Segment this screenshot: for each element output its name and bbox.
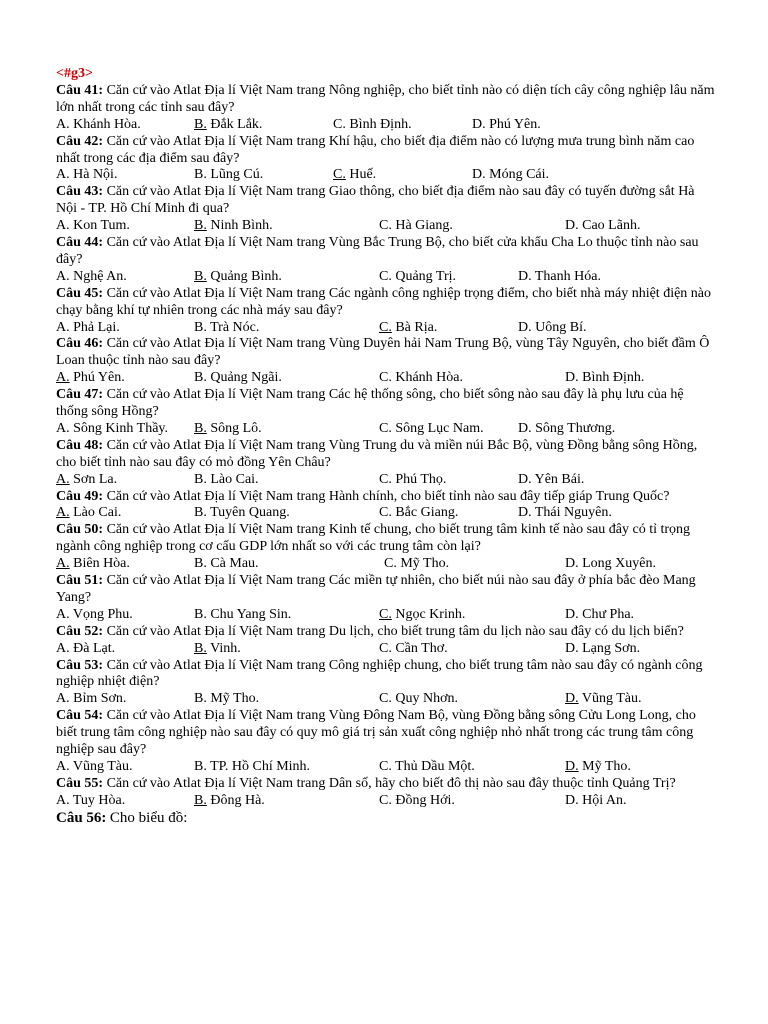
question-label: Câu 46: (56, 336, 104, 352)
answer-options (56, 269, 716, 286)
option-text: Cao Lãnh. (582, 218, 641, 234)
option-letter: D. (518, 505, 532, 521)
option-letter: C. (384, 556, 397, 572)
option-text: Bà Rịa. (395, 319, 438, 335)
answer-options (56, 691, 716, 708)
question-stem (56, 573, 716, 607)
option-b (194, 370, 282, 387)
section-tag: <#g3> (56, 66, 93, 81)
question-42 (56, 134, 716, 185)
option-c (379, 320, 437, 337)
option-c (379, 218, 453, 235)
option-letter: A. (56, 691, 70, 707)
option-c (379, 421, 484, 438)
question-text: Căn cứ vào Atlat Địa lí Việt Nam trang Vùng Đông Nam Bộ, vùng Đồng bằng sông Cửu Long Long, cho biết trung tâm công nghiệp nào sau đây có quy mô giá trị sản xuất công nghiệp nhỏ nhất trong các trung tâm công nghiệp sau đây? (56, 708, 696, 758)
option-b (194, 117, 262, 134)
question-label: Câu 51: (56, 573, 104, 589)
option-b (194, 641, 241, 658)
answer-options (56, 472, 716, 489)
option-d (565, 793, 626, 810)
option-letter: B. (194, 691, 207, 707)
option-letter: D. (518, 471, 532, 487)
option-letter: B. (194, 319, 207, 335)
question-stem (56, 235, 716, 269)
question-47 (56, 387, 716, 438)
option-a (56, 556, 130, 573)
option-text: Hà Nội. (73, 167, 118, 183)
option-text: Nghệ An. (73, 268, 127, 284)
option-letter: B. (194, 505, 207, 521)
option-text: Thái Nguyên. (534, 505, 612, 521)
option-letter: D. (518, 268, 532, 284)
question-45 (56, 286, 716, 337)
answer-options (56, 793, 716, 810)
question-label: Câu 43: (56, 184, 104, 200)
question-text: Căn cứ vào Atlat Địa lí Việt Nam trang Hành chính, cho biết tỉnh nào sau đây tiếp giáp Trung Quốc? (106, 488, 670, 504)
question-41 (56, 83, 716, 134)
option-text: Thủ Dầu Một. (395, 758, 475, 774)
option-a (56, 218, 130, 235)
answer-options (56, 218, 716, 235)
option-letter: A. (56, 218, 70, 234)
question-stem (56, 387, 716, 421)
option-text: Chu Yang Sin. (210, 606, 292, 622)
question-label: Câu 42: (56, 133, 104, 149)
option-text: Vũng Tàu. (72, 758, 133, 774)
option-text: Hà Giang. (395, 218, 453, 234)
answer-options (56, 556, 716, 573)
option-d (565, 370, 644, 387)
answer-options (56, 167, 716, 184)
answer-options (56, 607, 716, 624)
question-49 (56, 489, 716, 523)
question-text: Căn cứ vào Atlat Địa lí Việt Nam trang Dân số, hãy cho biết đô thị nào sau đây thuộc tỉnh Quảng Trị? (106, 775, 676, 791)
question-text: Căn cứ vào Atlat Địa lí Việt Nam trang Vùng Trung du và miền núi Bắc Bộ, vùng Đồng bằng sông Hồng, cho biết tỉnh nào sau đây có mỏ đồng Yên Châu? (56, 437, 698, 470)
option-letter: A. (56, 370, 70, 386)
question-stem (56, 438, 716, 472)
option-c (379, 691, 458, 708)
option-letter: A. (56, 556, 70, 572)
question-54 (56, 708, 716, 776)
answer-options (56, 117, 716, 134)
option-d (565, 759, 631, 776)
option-text: Hội An. (582, 792, 627, 808)
option-c (333, 117, 412, 134)
option-c (379, 269, 456, 286)
option-text: Vọng Phu. (72, 606, 133, 622)
option-letter: B. (194, 167, 207, 183)
question-text: Căn cứ vào Atlat Địa lí Việt Nam trang Kinh tế chung, cho biết trung tâm kinh tế nào sau đây có tỉ trọng ngành công nghiệp trong cơ cấu GDP lớn nhất so với các trung tâm còn lại? (56, 522, 691, 555)
option-a (56, 269, 127, 286)
question-50 (56, 522, 716, 573)
option-c (379, 472, 446, 489)
option-d (472, 117, 541, 134)
question-label: Câu 53: (56, 657, 104, 673)
question-label: Câu 44: (56, 235, 104, 251)
option-b (194, 218, 273, 235)
answer-options (56, 421, 716, 438)
option-d (565, 607, 634, 624)
answer-options (56, 641, 716, 658)
option-text: Vũng Tàu. (581, 691, 642, 707)
question-label: Câu 50: (56, 522, 104, 538)
question-text: Căn cứ vào Atlat Địa lí Việt Nam trang Các ngành công nghiệp trọng điểm, cho biết nhà máy nhiệt điện nào chạy bằng khí tự nhiên trong các nhà máy sau đây? (56, 285, 712, 318)
question-55 (56, 776, 716, 810)
option-text: Đồng Hới. (395, 792, 455, 808)
option-text: Sông Lô. (210, 420, 262, 436)
option-text: Phú Yên. (489, 116, 541, 132)
question-56 (56, 810, 716, 828)
option-letter: C. (379, 268, 392, 284)
option-letter: D. (565, 758, 579, 774)
question-stem (56, 184, 716, 218)
option-text: Mỹ Tho. (210, 691, 260, 707)
option-text: Lào Cai. (210, 471, 259, 487)
question-52 (56, 624, 716, 658)
option-text: Phả Lại. (73, 319, 120, 335)
option-d (518, 472, 584, 489)
option-a (56, 472, 117, 489)
option-text: Thanh Hóa. (534, 268, 601, 284)
option-letter: C. (379, 370, 392, 386)
question-text: Cho biểu đồ: (109, 809, 188, 826)
answer-options (56, 370, 716, 387)
option-letter: A. (56, 758, 70, 774)
option-text: Huế. (349, 167, 377, 183)
option-b (194, 607, 291, 624)
option-text: Mỹ Tho. (582, 758, 631, 774)
option-letter: C. (379, 505, 392, 521)
option-d (518, 421, 615, 438)
option-b (194, 472, 259, 489)
question-label: Câu 45: (56, 285, 104, 301)
question-text: Căn cứ vào Atlat Địa lí Việt Nam trang Giao thông, cho biết địa điểm nào sau đây có tuyến đường sắt Hà Nội - TP. Hồ Chí Minh đi qua? (56, 184, 695, 217)
question-text: Căn cứ vào Atlat Địa lí Việt Nam trang Công nghiệp chung, cho biết trung tâm nào sau đây có ngành công nghiệp nhiệt điện? (56, 657, 703, 690)
option-letter: C. (379, 471, 392, 487)
question-stem (56, 286, 716, 320)
option-letter: B. (194, 792, 207, 808)
option-text: Mỹ Tho. (400, 556, 450, 572)
option-b (194, 793, 265, 810)
option-b (194, 167, 263, 184)
option-text: Cần Thơ. (395, 640, 448, 656)
option-a (56, 793, 125, 810)
option-letter: D. (565, 792, 579, 808)
option-letter: A. (56, 640, 70, 656)
option-a (56, 505, 121, 522)
option-letter: D. (565, 218, 579, 234)
option-c (379, 607, 465, 624)
option-text: Đắk Lắk. (210, 116, 263, 132)
option-text: Phú Thọ. (395, 471, 447, 487)
option-letter: C. (333, 167, 346, 183)
option-b (194, 320, 259, 337)
option-text: Long Xuyên. (582, 556, 657, 572)
option-b (194, 691, 259, 708)
option-d (518, 269, 601, 286)
option-text: Lào Cai. (73, 505, 122, 521)
option-a (56, 607, 133, 624)
option-letter: B. (194, 556, 207, 572)
question-label: Câu 47: (56, 387, 104, 403)
option-c (379, 641, 448, 658)
option-letter: B. (194, 218, 207, 234)
question-stem (56, 522, 716, 556)
question-text: Căn cứ vào Atlat Địa lí Việt Nam trang Các miền tự nhiên, cho biết núi nào sau đây ở phía bắc đèo Mang Yang? (56, 573, 696, 605)
option-letter: C. (379, 420, 392, 436)
option-a (56, 117, 141, 134)
question-stem (56, 776, 716, 793)
option-text: Lạng Sơn. (582, 640, 641, 656)
question-43 (56, 184, 716, 235)
option-text: Sông Lục Nam. (395, 420, 484, 436)
option-a (56, 641, 115, 658)
option-a (56, 421, 168, 438)
option-text: Yên Bái. (534, 471, 585, 487)
question-51 (56, 573, 716, 624)
option-text: Chư Pha. (582, 606, 635, 622)
question-text: Căn cứ vào Atlat Địa lí Việt Nam trang Khí hậu, cho biết địa điểm nào có lượng mưa trung bình năm cao nhất trong các địa điểm sau đây? (56, 133, 695, 166)
option-letter: C. (379, 792, 392, 808)
exam-document (56, 66, 716, 828)
option-b (194, 556, 259, 573)
option-text: Trà Nóc. (210, 319, 260, 335)
option-letter: A. (56, 319, 70, 335)
option-d (565, 218, 640, 235)
question-stem (56, 83, 716, 117)
option-d (472, 167, 549, 184)
option-letter: A. (56, 420, 70, 436)
option-text: Cà Mau. (210, 556, 259, 572)
option-text: Bắc Giang. (395, 505, 459, 521)
question-48 (56, 438, 716, 489)
option-b (194, 421, 262, 438)
option-c (384, 556, 449, 573)
answer-options (56, 505, 716, 522)
option-d (565, 641, 640, 658)
option-letter: B. (194, 758, 207, 774)
option-text: Đông Hà. (210, 792, 265, 808)
option-text: Quy Nhơn. (395, 691, 458, 707)
question-label: Câu 41: (56, 82, 104, 98)
option-a (56, 691, 126, 708)
option-letter: D. (565, 606, 579, 622)
question-text: Căn cứ vào Atlat Địa lí Việt Nam trang Du lịch, cho biết trung tâm du lịch nào sau đây có du lịch biển? (106, 623, 684, 639)
option-b (194, 505, 290, 522)
option-letter: D. (472, 167, 486, 183)
option-text: Quảng Trị. (395, 268, 457, 284)
question-53 (56, 658, 716, 709)
question-label: Câu 55: (56, 775, 104, 791)
question-text: Căn cứ vào Atlat Địa lí Việt Nam trang Vùng Bắc Trung Bộ, cho biết cửa khẩu Cha Lo thuộc tỉnh nào sau đây? (56, 235, 699, 267)
option-text: Kon Tum. (73, 218, 130, 234)
question-stem (56, 624, 716, 641)
question-label: Câu 49: (56, 488, 104, 504)
option-letter: C. (333, 116, 346, 132)
option-letter: D. (565, 370, 579, 386)
option-letter: B. (194, 420, 207, 436)
option-letter: C. (379, 218, 392, 234)
option-c (379, 793, 455, 810)
option-c (379, 759, 475, 776)
question-text: Căn cứ vào Atlat Địa lí Việt Nam trang Vùng Duyên hải Nam Trung Bộ, vùng Tây Nguyên, cho biết đầm Ô Loan thuộc tỉnh nào sau đây? (56, 336, 710, 369)
option-letter: C. (379, 758, 392, 774)
option-d (518, 505, 612, 522)
option-a (56, 759, 133, 776)
option-text: Quảng Bình. (210, 268, 282, 284)
question-stem (56, 134, 716, 168)
option-letter: C. (379, 691, 392, 707)
option-a (56, 320, 120, 337)
option-letter: A. (56, 268, 70, 284)
question-label: Câu 56: (56, 809, 107, 826)
option-text: Vinh. (210, 640, 241, 656)
option-text: Uông Bí. (535, 319, 587, 335)
option-d (518, 320, 586, 337)
option-letter: D. (565, 640, 579, 656)
option-text: Sông Kinh Thầy. (73, 420, 169, 436)
option-c (333, 167, 376, 184)
option-text: Khánh Hòa. (395, 370, 463, 386)
question-stem (56, 489, 716, 506)
option-letter: C. (379, 319, 392, 335)
option-letter: D. (565, 556, 579, 572)
option-text: Bình Định. (349, 116, 412, 132)
question-46 (56, 336, 716, 387)
option-letter: B. (194, 116, 207, 132)
option-letter: A. (56, 505, 70, 521)
option-text: Ninh Bình. (210, 218, 273, 234)
option-c (379, 370, 463, 387)
option-text: Ngọc Krinh. (395, 606, 466, 622)
option-text: Tuyên Quang. (210, 505, 290, 521)
option-letter: B. (194, 471, 207, 487)
option-text: TP. Hồ Chí Minh. (210, 758, 311, 774)
option-text: Bình Định. (582, 370, 645, 386)
option-text: Phú Yên. (73, 370, 125, 386)
option-letter: A. (56, 471, 70, 487)
option-letter: C. (379, 606, 392, 622)
question-44 (56, 235, 716, 286)
option-text: Sông Thương. (535, 420, 616, 436)
question-list (56, 83, 716, 810)
answer-options (56, 759, 716, 776)
option-letter: A. (56, 116, 70, 132)
question-text: Căn cứ vào Atlat Địa lí Việt Nam trang Nông nghiệp, cho biết tỉnh nào có diện tích cây công nghiệp lâu năm lớn nhất trong các tỉnh sau đây? (56, 82, 715, 115)
option-letter: D. (518, 420, 532, 436)
option-a (56, 167, 117, 184)
option-letter: B. (194, 370, 207, 386)
option-a (56, 370, 125, 387)
option-text: Quảng Ngãi. (210, 370, 282, 386)
option-text: Sơn La. (73, 471, 118, 487)
option-letter: C. (379, 640, 392, 656)
option-letter: D. (565, 691, 579, 707)
option-letter: D. (518, 319, 532, 335)
option-letter: D. (472, 116, 486, 132)
option-text: Biên Hòa. (73, 556, 130, 572)
question-stem (56, 336, 716, 370)
question-stem (56, 658, 716, 692)
option-letter: B. (194, 268, 207, 284)
question-label: Câu 48: (56, 437, 104, 453)
answer-options (56, 320, 716, 337)
option-letter: A. (56, 792, 70, 808)
option-b (194, 269, 282, 286)
option-d (565, 556, 656, 573)
option-b (194, 759, 310, 776)
option-text: Đà Lạt. (73, 640, 116, 656)
option-letter: B. (194, 606, 207, 622)
option-d (565, 691, 642, 708)
question-text: Căn cứ vào Atlat Địa lí Việt Nam trang Các hệ thống sông, cho biết sông nào sau đây là phụ lưu của hệ thống sông Hồng? (56, 387, 684, 420)
option-text: Lũng Cú. (210, 167, 264, 183)
option-letter: A. (56, 606, 70, 622)
option-text: Bỉm Sơn. (73, 691, 127, 707)
option-text: Tuy Hòa. (72, 792, 126, 808)
question-stem (56, 708, 716, 759)
option-text: Móng Cái. (489, 167, 550, 183)
question-label: Câu 54: (56, 708, 104, 724)
option-letter: B. (194, 640, 207, 656)
question-label: Câu 52: (56, 623, 104, 639)
option-text: Khánh Hòa. (73, 116, 141, 132)
option-c (379, 505, 458, 522)
option-letter: A. (56, 167, 70, 183)
